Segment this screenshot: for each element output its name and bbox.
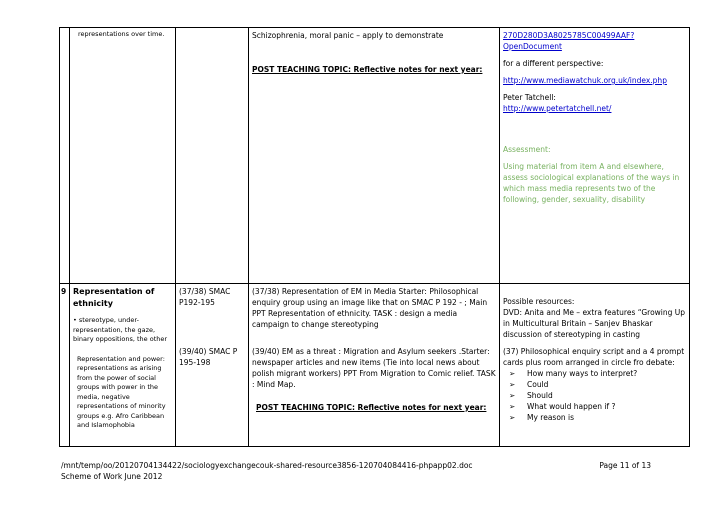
arrow-bullet-icon: ➢	[509, 369, 516, 378]
table-row	[60, 284, 690, 447]
tatchell-link[interactable]: http://www.petertatchell.net/	[503, 104, 612, 113]
reference-cell	[176, 28, 249, 284]
prompt-text: How many ways to interpret?	[527, 369, 638, 378]
topic-title-line1: Representation of	[73, 287, 155, 296]
row-number-cell	[60, 284, 70, 447]
arrow-bullet-icon: ➢	[509, 402, 516, 411]
resources-cell	[500, 284, 690, 447]
prompt-text: What would happen if ?	[527, 402, 616, 411]
resources-cell	[500, 28, 690, 284]
topic-bullet: • stereotype, under-representation, the gaze, binary oppositions, the other	[73, 316, 168, 343]
reference-1: (37/38) SMAC P192-195	[179, 287, 231, 307]
list-item	[503, 379, 686, 390]
list-item	[503, 390, 686, 401]
arrow-bullet-icon: ➢	[509, 380, 516, 389]
topic-continuation: representations over time.	[78, 30, 165, 38]
reference-2: (39/40) SMAC P 195-198	[179, 347, 238, 367]
list-item	[503, 401, 686, 412]
assessment-heading: Assessment:	[503, 145, 551, 154]
topic-power-text: Representation and power: representations as arising from the power of social groups with power in the media, negative representations of minority groups e.g. Afro Caribbean and Islamophobia	[77, 354, 166, 429]
prompt-text: My reason is	[527, 413, 575, 422]
prompt-text: Should	[527, 391, 553, 400]
topic-title-line2: ethnicity	[73, 299, 113, 308]
file-path: /mnt/temp/oo/20120704134422/sociologyexchangecouk-shared-resource3856-120704084416-phpapp02.doc	[61, 461, 473, 470]
scheme-of-work-table	[59, 27, 690, 447]
prompt-text: Could	[527, 380, 549, 389]
activity-text: Schizophrenia, moral panic – apply to demonstrate	[252, 31, 444, 40]
activity-cell	[249, 28, 500, 284]
list-item	[503, 368, 686, 379]
scheme-label: Scheme of Work June 2012	[61, 472, 163, 481]
arrow-bullet-icon: ➢	[509, 413, 516, 422]
script-text: (37) Philosophical enquiry script and a 4 prompt cards plus room arranged in circle fro debate:	[503, 347, 685, 367]
reference-cell	[176, 284, 249, 447]
row-number: 9	[61, 287, 67, 296]
reflective-notes-heading: POST TEACHING TOPIC: Reflective notes for next year:	[252, 65, 483, 74]
page-number: Page 11 of 13	[599, 461, 651, 470]
activity-2: (39/40) EM as a threat : Migration and Asylum seekers .Starter: newspaper articles and new items (Tie into local news about polish migrant workers) PPT From Migration to Comic relief. TASK : Mind Map.	[252, 347, 496, 389]
table-row	[60, 28, 690, 284]
peter-tatchell-label: Peter Tatchell:	[503, 93, 556, 102]
mediawatch-link[interactable]: http://www.mediawatchuk.org.uk/index.php	[503, 76, 667, 85]
assessment-text: Using material from item A and elsewhere, assess sociological explanations of the ways in which mass media represents two of the following, gender, sexuality, disability	[503, 162, 680, 204]
topic-cell	[70, 28, 176, 284]
footer	[61, 460, 691, 482]
arrow-bullet-icon: ➢	[509, 391, 516, 400]
document-link[interactable]: 270D280D3A8025785C00499AAF?OpenDocument	[503, 31, 635, 51]
activity-cell	[249, 284, 500, 447]
activity-1: (37/38) Representation of EM in Media Starter: Philosophical enquiry group using an image like that on SMAC P 192 - ; Main PPT Representation of ethnicity. TASK : design a media campaign to change stereotyping	[252, 287, 488, 329]
topic-cell	[70, 284, 176, 447]
row-number-cell	[60, 28, 70, 284]
list-item	[503, 412, 686, 423]
reflective-notes-heading: POST TEACHING TOPIC: Reflective notes for next year:	[256, 403, 487, 412]
prompt-list	[503, 368, 686, 423]
perspective-text: for a different perspective:	[503, 59, 604, 68]
resources-text: Possible resources: DVD: Anita and Me – extra features “Growing Up in Multicultural Britain – Sanjev Bhaskar discussion of stereotyping in casting	[503, 297, 686, 339]
